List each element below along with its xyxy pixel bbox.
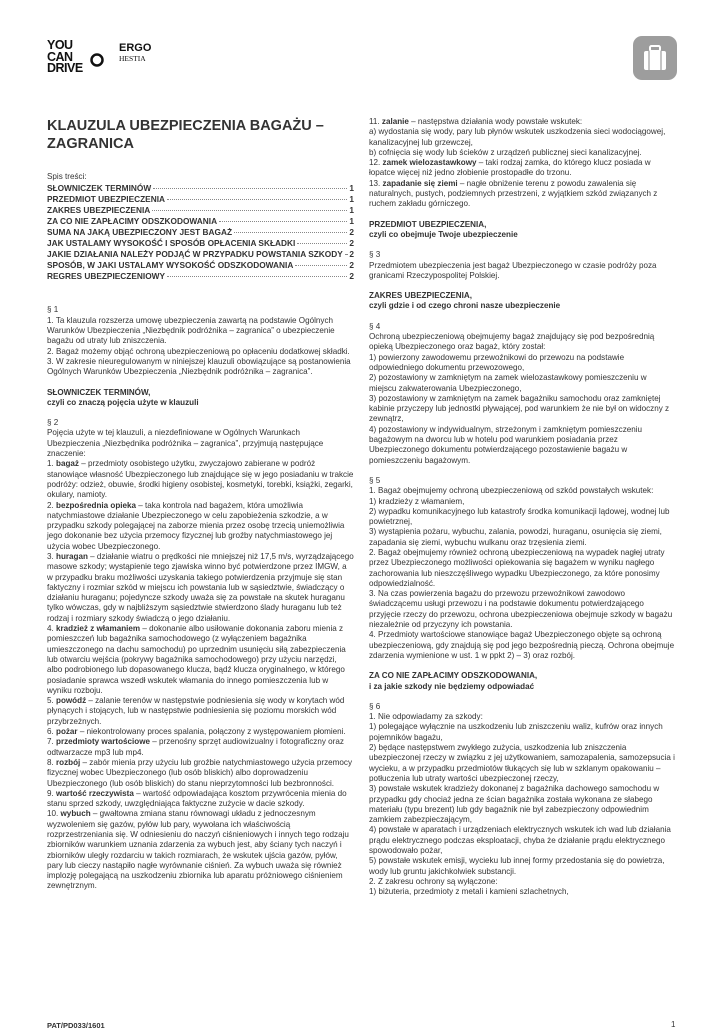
toc-entry-label: JAKIE DZIAŁANIA NALEŻY PODJĄĆ W PRZYPADKU POWSTANIA SZKODY [47,248,343,259]
toc-leader-dots [297,243,347,244]
ergo-brand: ERGO [119,42,152,54]
exclusions-heading: ZA CO NIE ZAPŁACIMY ODSZKODOWANIA, [369,671,538,681]
definition-item [47,552,354,624]
definition-number: 4. [47,624,56,634]
section-1-item-1: 1. Ta klauzula rozszerza umowę ubezpieczenia zawartą na podstawie Ogólnych Warunków Ubezpieczenia „Niezbędnik podróżnika – zagranica” o ubezpieczenie bagażu od utraty lub zniszczenia. [47,315,335,346]
section-4-item-3: 3) pozostawiony w zamkniętym na zamek bagażniku samochodu oraz zamkniętej kabinie przyczepy lub jednostki pływającej, pod warunkiem że nie był on widoczny z zewnątrz, [369,393,670,424]
toc-entry-label: SŁOWNICZEK TERMINÓW [47,183,152,194]
definition-item [47,501,354,552]
table-of-contents [47,183,354,281]
section-4-intro: Ochroną ubezpieczeniową obejmujemy bagaż znajdujący się pod bezpośrednią opieką Ubezpieczonego oraz bagaż, który został: [369,332,655,352]
section-6-point-2: 2. Z zakresu ochrony są wyłączone: [369,876,498,886]
section-4-item-1: 1) powierzony zawodowemu przewoźnikowi do przewozu na podstawie odpowiedniego dokumentu przewozowego, [369,352,625,372]
toc-entry[interactable] [47,216,354,227]
section-3-heading: § 3 [369,250,381,260]
section-5-point-4: 4. Przedmioty wartościowe stanowiące bagaż Ubezpieczonego objęte są ochroną ubezpieczeniową, gdy znajdują się pod jego bezpośrednią pieczą. Ochrona obejmuje zdarzenia wymienione w ust. 1 w ppkt 2) – 3) oraz rozbój. [369,630,675,660]
definition-term: wartość rzeczywista [56,788,134,798]
section-1-item-2: 2. Bagaż możemy objąć ochroną ubezpieczeniową po opłaceniu dodatkowej składki. [47,346,350,356]
you-can-drive-logo [47,40,192,82]
definition-item: 11. zalanie – następstwa działania wody powstałe wskutek: [369,117,583,126]
section-2-heading: § 2 [47,418,59,428]
toc-entry[interactable] [47,227,354,238]
toc-entry-page: 1 [349,216,354,227]
definition-number: 2. [47,500,56,510]
section-1-heading: § 1 [47,305,59,315]
subject-heading: PRZEDMIOT UBEZPIECZENIA, [369,219,487,229]
definition-11-item-a: a) wydostania się wody, pary lub płynów wskutek uszkodzenia sieci wodociągowej, kanalizacyjnej lub grzewczej, [369,127,666,147]
definition-11-item-b: b) cofnięcia się wody lub ścieków z urządzeń publicznej sieci kanalizacyjnej. [369,147,642,157]
definition-text: – wartość odpowiadająca kosztom przywrócenia mienia do stanu sprzed szkody, uwzględniająca faktyczne zużycie w dacie szkody. [47,788,347,809]
definition-term: powódź [56,696,87,706]
toc-entry-page: 2 [349,237,354,248]
toc-entry[interactable] [47,194,354,205]
toc-entry-page: 1 [349,205,354,216]
definition-term: rozbój [56,757,81,767]
section-6-item-4: 4) powstałe w aparatach i urządzeniach elektrycznych wskutek ich wad lub działania prądu elektrycznego podczas eksploatacji, chyba że działanie prądu elektrycznego spowodowało pożar, [369,825,671,855]
definition-item [47,459,354,500]
definition-item [47,737,354,758]
definition-term: bezpośrednia opieka [56,500,137,510]
dictionary-subheading: czyli co znaczą pojęcia użyte w klauzuli [47,397,199,407]
definition-number: 6. [47,727,56,737]
definition-item: 12. zamek wielozastawkowy – taki rodzaj zamka, do którego klucz posiada w łopatce więcej niż jedno złobienie prostopadłe do trzonu. [369,158,651,178]
definition-number: 9. [47,788,56,798]
subject-subheading: czyli co obejmuje Twoje ubezpieczenie [369,229,518,239]
toc-entry-label: ZA CO NIE ZAPŁACIMY ODSZKODOWANIA [47,216,218,227]
section-6-item-3: 3) powstałe wskutek kradzieży dokonanej z bagażnika dachowego samochodu w przypadku gdy chociaż jedna ze ścian bagażnika została wykonana ze słabego materiału (typu brezent) lub gdy bagażnik nie był zabezpieczony odpowiednim zamkiem zabezpieczającym, [369,784,660,825]
toc-entry[interactable] [47,260,354,271]
left-column [47,172,354,892]
section-6-item-1: 1) polegające wyłącznie na uszkodzeniu lub zniszczeniu waliz, kufrów oraz innych pojemników bagażu, [369,722,663,742]
toc-entry[interactable] [47,238,354,249]
definition-text: – niekontrolowany proces spalania, połączony z występowaniem płomieni. [77,727,346,737]
toc-leader-dots [167,199,347,200]
definition-text: – zabór mienia przy użyciu lub groźbie natychmiastowego użycia przemocy fizycznej wobec Ubezpieczonego (lub osób bliskich) albo doprowadzeniu Ubezpieczonego (lub osób bliskich) do stanu nieprzytomności lub bezbronności. [47,757,352,788]
definition-number: 7. [47,737,56,747]
section-5-item-3: 3) wystąpienia pożaru, wybuchu, zalania, powodzi, huraganu, osunięcia się ziemi, zapadania się ziemi, wybuchu wulkanu oraz trzęsienia ziemi. [369,527,662,547]
logo-wordmark: YOU CAN DRIVE [47,38,83,75]
section-6-item-2: 2) będące następstwem zwykłego zużycia, uszkodzenia lub zniszczenia ubezpieczonej rzeczy w związku z jej użytkowaniem, samozapalenia, samozepsucia i wycieku, a w przypadku przedmiotów tłukących się lub w szklanym opakowaniu – potłuczenia lub utraty wartości ubezpieczonej rzeczy, [369,743,675,783]
toc-leader-dots [234,232,347,233]
toc-entry-label: SPOSÓB, W JAKI USTALAMY WYSOKOŚĆ ODSZKODOWANIA [47,259,294,270]
toc-leader-dots [152,210,347,211]
section-4-item-4: 4) pozostawiony w indywidualnym, strzeżonym i zamkniętym pomieszczeniu bagażowym na dworcu lub w hotelu pod warunkiem posiadania przez Ubezpieczonego dokumentu potwierdzającego pozostawienie bagażu w pomieszczeniu bagażowym. [369,424,643,465]
toc-entry-label: SUMA NA JAKĄ UBEZPIECZONY JEST BAGAŻ [47,226,233,237]
definition-item [47,758,354,789]
definition-item [47,624,354,696]
section-2-intro: Pojęcia użyte w tej klauzuli, a niezdefiniowane w Ogólnych Warunkach Ubezpieczenia „Niezbędnika podróżnika – zagranica”, przyjmują następujące znaczenie: [47,428,324,459]
definition-number: 5. [47,696,56,706]
definition-text: – taka kontrola nad bagażem, która umożliwia natychmiastowe działanie Ubezpieczonego w celu zapobieżenia szkodzie, a w przypadku szkody polegającej na zaborze mienia przez osobę trzecią uniemożliwia jego dokonanie bez użycia przemocy fizycznej lub groźby natychmiastowego jej użycia wobec Ubezpieczonego. [47,500,345,551]
section-3-text: Przedmiotem ubezpieczenia jest bagaż Ubezpieczonego w czasie podróży poza granicami Rzeczypospolitej Polskiej. [369,260,657,280]
definition-number: 3. [47,551,56,561]
scope-subheading: czyli gdzie i od czego chroni nasze ubezpieczenie [369,301,561,311]
definition-text: – gwałtowna zmiana stanu równowagi układu z jednoczesnym wyzwoleniem się gazów, pyłów lub pary, wywołana ich właściwością rozprzestrzeniania się. W odniesieniu do naczyń ciśnieniowych i innych tego rodzaju zbiorników warunkiem uznania zdarzenia za wybuch jest, aby ściany tych naczyń i zbiorników uległy rozdarciu w takich rozmiarach, że wskutek ujścia gazów, pyłów, pary lub cieczy nastąpiło nagłe wyrównanie ciśnień. Za wybuch uważa się również implozję polegającą na uszkodzeniu zbiornika lub aparatu próżniowego ciśnieniem zewnętrznym. [47,809,349,891]
definition-item [47,789,354,810]
toc-entry-label: JAK USTALAMY WYSOKOŚĆ I SPOSÓB OPŁACENIA SKŁADKI [47,237,296,248]
logo-circle-icon [90,53,104,67]
section-5-item-1: 1) kradzieży z włamaniem, [369,496,465,506]
scope-heading: ZAKRES UBEZPIECZENIA, [369,291,472,301]
toc-entry-page: 2 [349,259,354,270]
definition-item: 13. zapadanie się ziemi – nagłe obniżenie terenu z powodu zawalenia się naturalnych, pustych, podziemnych przestrzeni, z wyjątkiem szkód związanych z ruchem zakładu górniczego. [369,178,658,209]
definition-number: 10. [47,809,61,819]
definition-text: – dokonanie albo usiłowanie dokonania zaboru mienia z pomieszczeń lub bagażnika samochodowego (z wyłączeniem bagażnika umieszczonego na dachu samochodu) po uprzednim usunięciu siłą zabezpieczenia lub otwarciu wejścia (pokrywy bagażnika samochodowego) przy użyciu narzędzi, albo podrobionego lub dopasowanego klucza, bądź klucza oryginalnego, w którego posiadanie sprawca wszedł wskutek włamania do innego pomieszczenia lub w wyniku rozboju. [47,624,346,695]
definition-text: – przenośny sprzęt audiowizualny i fotograficzny oraz odtwarzacze mp3 lub mp4. [47,737,344,757]
section-5-point-3: 3. Na czas powierzenia bagażu do przewozu przewoźnikowi zawodowo świadczącemu usługi przewozu i na podstawie dokumentu potwierdzającego przyjęcie rzeczy do przewozu, ochrona ubezpieczeniowa obejmuje szkody w bagażu niezależnie od przyczyny ich powstania. [369,589,673,630]
toc-leader-dots [295,265,347,266]
section-5-item-2: 2) wypadku komunikacyjnego lub katastrofy środka komunikacji lądowej, wodnej lub powietrznej, [369,506,670,527]
document-code: PAT/PD033/1601 [47,1021,105,1030]
toc-entry[interactable] [47,183,354,194]
section-6-intro: 1. Nie odpowiadamy za szkody: [369,712,483,722]
section-5-heading: § 5 [369,475,381,485]
section-6-item-5: 5) powstałe wskutek emisji, wycieku lub innej formy przedostania się do powietrza, wody lub gruntu jakichkolwiek substancji. [369,856,665,876]
toc-entry-page: 2 [349,226,354,237]
section-5-point-2: 2. Bagaż obejmujemy również ochroną ubezpieczeniową na wypadek nagłej utraty przez Ubezpieczonego możliwości opiekowania się bagażem w wyniku nagłego zachorowania lub nieszczęśliwego wypadku Ubezpieczonego, za które ponosimy odpowiedzialność. [369,547,665,588]
toc-entry-label: ZAKRES UBEZPIECZENIA [47,205,151,216]
dictionary-heading: SŁOWNICZEK TERMINÓW, [47,387,151,397]
toc-heading: Spis treści: [47,172,87,181]
toc-entry-page: 1 [349,183,354,194]
definition-item [47,727,354,737]
page-number: 1 [671,1020,676,1029]
luggage-icon [633,36,677,80]
toc-leader-dots [167,276,347,277]
toc-entry[interactable] [47,271,354,282]
section-4-heading: § 4 [369,321,381,331]
definition-term: pożar [56,727,78,737]
definition-term: huragan [56,551,88,561]
toc-entry[interactable] [47,249,354,260]
toc-entry[interactable] [47,205,354,216]
definition-text: – przedmioty osobistego użytku, zwyczajowo zabierane w podróż stanowiące własność Ubezpieczonego lub znajdujące się w jego posiadaniu w trakcie podróży: odzież, obuwie, środki higieny osobistej, kosmetyki, torebki, książki, zegarki, okulary, namioty. [47,459,354,500]
toc-leader-dots [345,254,348,255]
definition-text: – działanie wiatru o prędkości nie mniejszej niż 17,5 m/s, wyrządzającego masowe szkody; wystąpienie tego zjawiska winno być potwierdzone przez IMGW, a w przypadku braku możliwości uzyskania takiego potwierdzenia przyjmuje się stan faktyczny i rozmiar szkód w miejscu ich powstania lub w sąsiedztwie, świadczący o działaniu huraganu; pojedyncze szkody uważa się za powstałe na skutek huraganu tylko wówczas, gdy w najbliższym sąsiedztwie stwierdzono ślady huraganu lub też rodzaj i rozmiary szkody świadczą o jego działaniu. [47,551,354,623]
toc-entry-label: REGRES UBEZPIECZENIOWY [47,270,166,281]
toc-entry-page: 2 [349,270,354,281]
document-title: KLAUZULA UBEZPIECZENIA BAGAŻU – ZAGRANICA [47,118,324,152]
definition-text: – zalanie terenów w następstwie podniesienia się wody w korytach wód płynących i stojących, lub w następstwie podniesienia się poziomu morskich wód przybrzeżnych. [47,696,345,726]
definition-number: 1. [47,459,56,469]
exclusions-subheading: i za jakie szkody nie będziemy odpowiadać [369,681,535,691]
toc-entry-page: 2 [349,248,354,259]
definition-term: kradzież z włamaniem [56,624,141,634]
section-4-item-2: 2) pozostawiony w zamkniętym na zamek wielozastawkowy pomieszczeniu w miejscu zakwaterowania Ubezpieczonego, [369,373,647,393]
definitions-list [47,459,354,891]
toc-leader-dots [219,221,347,222]
toc-leader-dots [153,188,347,189]
section-5-intro: 1. Bagaż obejmujemy ochroną ubezpieczeniową od szkód powstałych wskutek: [369,486,654,496]
toc-entry-label: PRZEDMIOT UBEZPIECZENIA [47,194,166,205]
definition-term: bagaż [56,459,79,469]
definition-term: wybuch [60,809,91,819]
hestia-brand: HESTIA [119,54,146,63]
definition-term: przedmioty wartościowe [56,737,150,747]
right-column [369,117,676,897]
definition-item [47,696,354,727]
toc-entry-page: 1 [349,194,354,205]
definition-item [47,809,354,891]
section-6-point-2-item-1: 1) biżuteria, przedmioty z metali i kamieni szlachetnych, [369,887,569,897]
section-6-heading: § 6 [369,701,381,711]
definition-number: 8. [47,757,56,767]
section-1-item-3: 3. W zakresie nieuregulowanym w niniejszej klauzuli obowiązujące są postanowienia Ogólnych Warunków Ubezpieczenia „Niezbędnik podróżnika – zagranica”. [47,356,351,377]
